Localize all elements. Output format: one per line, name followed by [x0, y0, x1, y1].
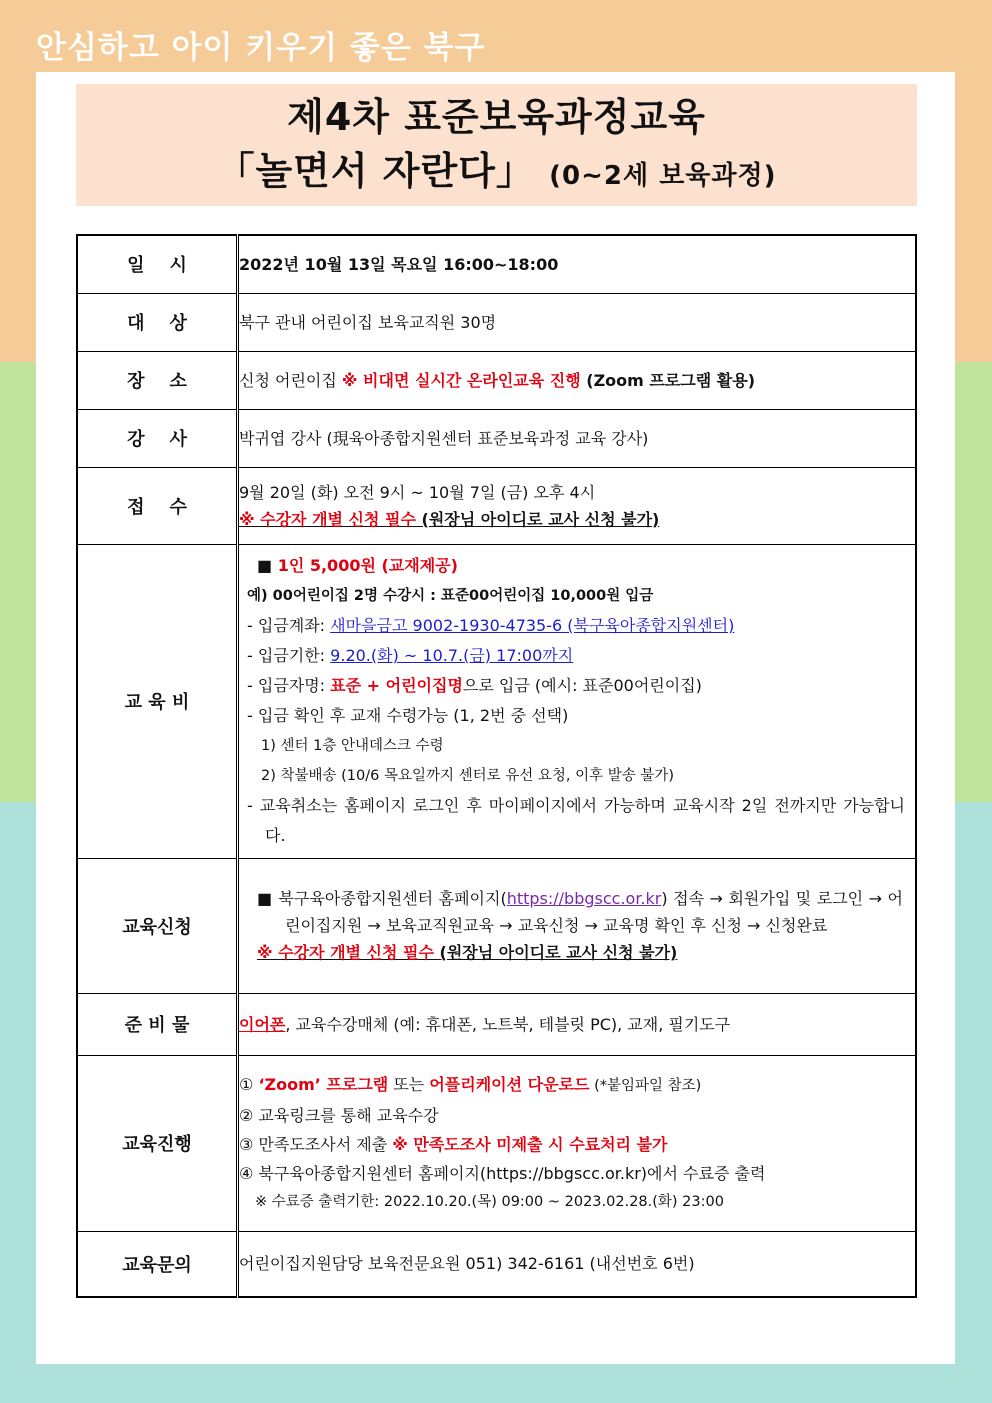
table-row-lecturer — [77, 409, 916, 467]
label-lecturer: 강 사 — [77, 409, 238, 467]
progress-step-1-note: (*붙임파일 참조) — [589, 1077, 702, 1094]
title-main: 「놀면서 자란다」 — [216, 149, 535, 193]
progress-step-3-text: ③ 만족도조사서 제출 — [239, 1134, 393, 1154]
label-target: 대 상 — [77, 293, 238, 351]
fee-account-label: - 입금계좌: — [247, 616, 331, 635]
fee-cancel: - 교육취소는 홈페이지 로그인 후 마이페이지에서 가능하며 교육시작 2일 전까지만 가능합니다. — [247, 796, 905, 845]
value-apply — [238, 858, 917, 993]
fee-deadline-label: - 입금기한: — [247, 646, 331, 665]
value-contact: 어린이집지원담당 보육전문요원 051) 342-6161 (내선번호 6번) — [238, 1231, 917, 1297]
place-prefix: 신청 어린이집 — [239, 370, 342, 390]
progress-certificate-note: ※ 수료증 출력기한: 2022.10.20.(목) 09:00 ~ 2023.02.28.(화) 23:00 — [255, 1193, 724, 1210]
prepare-earphone: 이어폰 — [239, 1014, 286, 1034]
label-place: 장 소 — [77, 351, 238, 409]
value-lecturer: 박귀엽 강사 (現육아종합지원센터 표준보육과정 교육 강사) — [238, 409, 917, 467]
apply-note — [257, 939, 903, 966]
value-prepare — [238, 993, 917, 1055]
progress-step-1-num: ① — [239, 1074, 259, 1094]
apply-note-rest: (원장님 아이디로 교사 신청 불가) — [433, 943, 678, 962]
place-online-note: ※ 비대면 실시간 온라인교육 진행 — [341, 370, 581, 390]
fee-deadline-link[interactable]: 9.20.(화) ~ 10.7.(금) 17:00까지 — [330, 646, 574, 665]
place-zoom: (Zoom 프로그램 활용) — [580, 370, 756, 390]
slogan: 안심하고 아이 키우기 좋은 북구 — [36, 30, 486, 66]
title-sub: (0~2세 보육과정) — [549, 161, 777, 191]
table-row-date — [77, 235, 916, 293]
reception-note-rest: (원장님 아이디로 교사 신청 불가) — [415, 509, 660, 529]
info-table — [76, 234, 917, 1298]
progress-step-1 — [239, 1070, 915, 1101]
table-row-fee — [77, 544, 916, 858]
reception-period: 9월 20일 (화) 오전 9시 ~ 10월 7일 (금) 오후 4시 — [239, 482, 596, 502]
table-row-contact — [77, 1231, 916, 1297]
value-target: 북구 관내 어린이집 보육교직원 30명 — [238, 293, 917, 351]
value-progress — [238, 1055, 917, 1231]
progress-step-3 — [239, 1130, 915, 1159]
apply-text-b: ) 접속 → 회원가입 및 로그인 → 어린이집지원 → 보육교직원교육 → 교육신청 → 교육명 확인 후 신청 → 신청완료 — [285, 889, 903, 935]
fee-account-line — [247, 611, 905, 641]
fee-depositor-red: 표준 + 어린이집명 — [330, 676, 463, 695]
label-contact: 교육문의 — [77, 1231, 238, 1297]
progress-step-2: ② 교육링크를 통해 교육수강 — [239, 1105, 439, 1125]
apply-text-a: 북구육아종합지원센터 홈페이지( — [278, 889, 507, 908]
fee-price-line — [247, 551, 905, 581]
fee-receive-option-1: 1) 센터 1층 안내데스크 수령 — [261, 738, 444, 754]
apply-bullet: ■ — [257, 889, 279, 908]
value-place — [238, 351, 917, 409]
fee-receive-option-2: 2) 착불배송 (10/6 목요일까지 센터로 유선 요청, 이후 발송 불가) — [261, 768, 675, 784]
value-date: 2022년 10월 13일 목요일 16:00~18:00 — [238, 235, 917, 293]
label-reception: 접 수 — [77, 467, 238, 544]
progress-step-3-warning: ※ 만족도조사 미제출 시 수료처리 불가 — [392, 1134, 668, 1154]
fee-depositor-rest: 으로 입금 (예시: 표준00어린이집) — [462, 676, 702, 695]
apply-url-link[interactable]: https://bbgscc.or.kr — [506, 889, 662, 908]
progress-step-1-app: 어플리케이션 다운로드 — [429, 1074, 590, 1094]
fee-receive: - 입금 확인 후 교재 수령가능 (1, 2번 중 선택) — [247, 706, 569, 725]
title-line-1: 제4차 표준보육과정교육 — [287, 95, 706, 139]
fee-price: 1인 5,000원 (교재제공) — [277, 556, 458, 575]
table-row-prepare — [77, 993, 916, 1055]
fee-example: 예) 00어린이집 2명 수강시 : 표준00어린이집 10,000원 입금 — [247, 588, 654, 604]
label-progress: 교육진행 — [77, 1055, 238, 1231]
value-reception — [238, 467, 917, 544]
table-row-reception — [77, 467, 916, 544]
table-row-place — [77, 351, 916, 409]
reception-note — [239, 506, 915, 533]
prepare-rest: , 교육수강매체 (예: 휴대폰, 노트북, 테블릿 PC), 교재, 필기도구 — [285, 1014, 731, 1034]
value-fee — [238, 544, 917, 858]
fee-account-link[interactable]: 새마을금고 9002-1930-4735-6 (북구육아종합지원센터) — [330, 616, 735, 635]
label-fee: 교 육 비 — [77, 544, 238, 858]
title-box — [76, 84, 917, 206]
apply-steps — [257, 885, 903, 939]
fee-deadline-line — [247, 641, 905, 671]
progress-step-1-zoom: ‘Zoom’ 프로그램 — [258, 1074, 389, 1094]
fee-depositor-label: - 입금자명: — [247, 676, 331, 695]
fee-depositor-line — [247, 671, 905, 701]
table-row-apply — [77, 858, 916, 993]
label-date: 일 시 — [77, 235, 238, 293]
apply-note-red: ※ 수강자 개별 신청 필수 — [257, 943, 434, 962]
label-prepare: 준 비 물 — [77, 993, 238, 1055]
label-apply: 교육신청 — [77, 858, 238, 993]
table-row-progress — [77, 1055, 916, 1231]
reception-note-red: ※ 수강자 개별 신청 필수 — [239, 509, 416, 529]
title-line-2 — [76, 144, 917, 198]
table-row-target — [77, 293, 916, 351]
fee-bullet: ■ — [257, 556, 278, 575]
progress-step-4: ④ 북구육아종합지원센터 홈페이지(https://bbgscc.or.kr)에서 수료증 출력 — [239, 1163, 766, 1183]
progress-step-1-or: 또는 — [388, 1074, 430, 1094]
